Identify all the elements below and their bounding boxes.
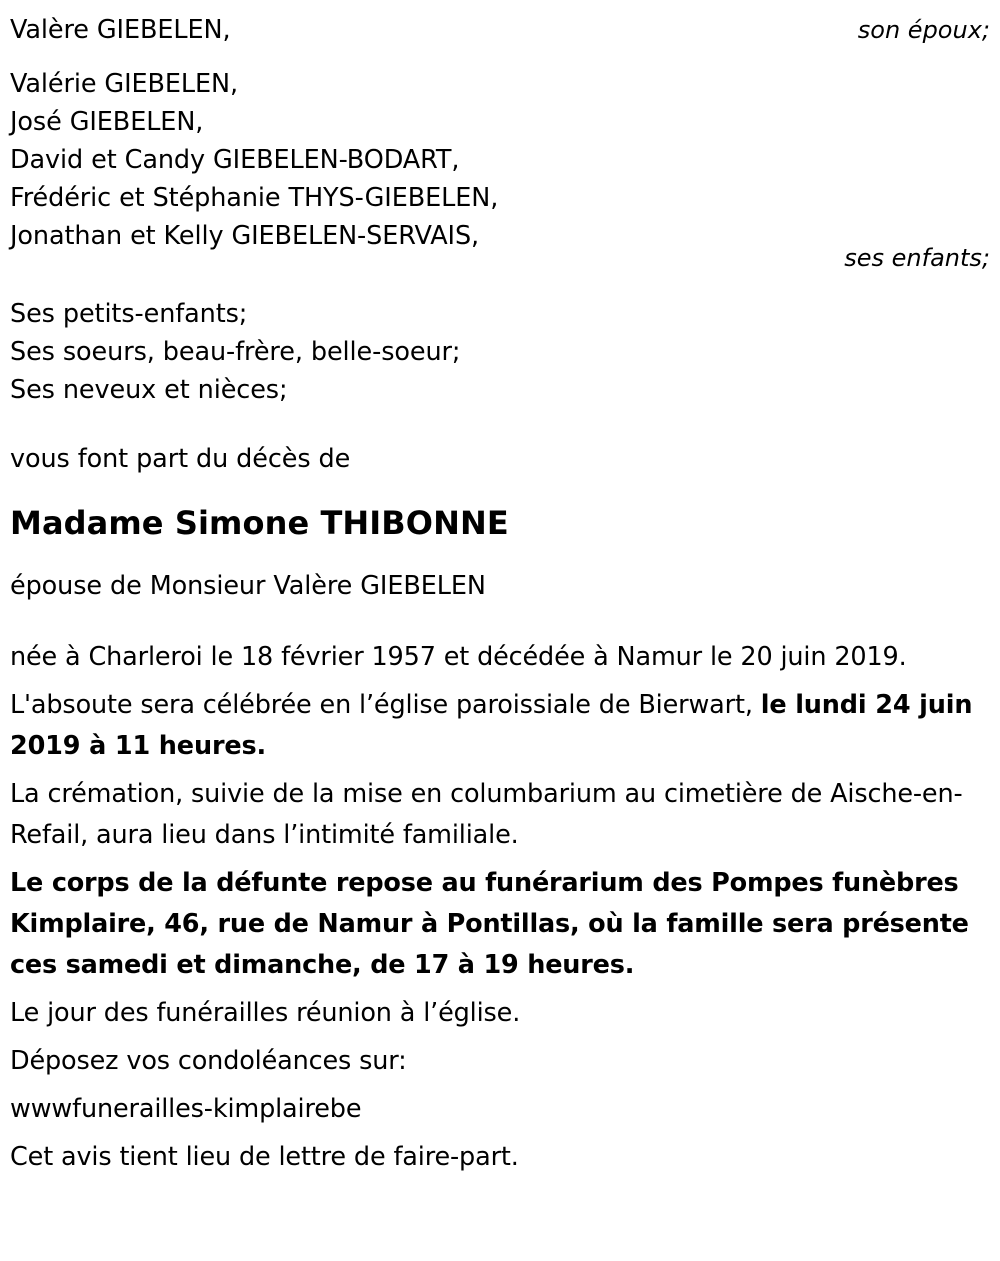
children-names-block: [10, 65, 992, 272]
condolences-label: Déposez vos condoléances sur:: [10, 1046, 407, 1076]
gathering-text: Le jour des funérailles réunion à l’église.: [10, 998, 521, 1028]
other-kin-block: [10, 295, 992, 409]
absolution-datetime: le lundi 24 juin 2019 à 11 heures.: [10, 690, 973, 761]
kin-line: Ses neveux et nièces;: [10, 375, 288, 405]
absolution-prefix: L'absoute sera célébrée en l’église paroissiale de Bierwart,: [10, 690, 761, 720]
funerarium-text: Le corps de la défunte repose au funérarium des Pompes funèbres Kimplaire, 46, rue de Namur à Pontillas, où la famille sera présente ces samedi et dimanche, de 17 à 19 heures.: [10, 868, 969, 980]
spacer: [10, 544, 992, 566]
spacer: [10, 409, 992, 439]
child-name: Valérie GIEBELEN,: [10, 69, 239, 99]
deceased-name: Madame Simone THIBONNE: [10, 504, 509, 542]
child-name: Jonathan et Kelly GIEBELEN-SERVAIS,: [10, 221, 480, 251]
child-name: José GIEBELEN,: [10, 107, 204, 137]
child-name: Frédéric et Stéphanie THYS-GIEBELEN,: [10, 183, 499, 213]
absolution-text: [10, 685, 992, 767]
spouse-relation-label: son époux;: [857, 16, 990, 44]
spacer: [10, 51, 992, 65]
last-child-row: [10, 217, 992, 272]
cremation-text: La crémation, suivie de la mise en columbarium au cimetière de Aische-en-Refail, aura lieu dans l’intimité familiale.: [10, 779, 963, 850]
kin-line: Ses petits-enfants;: [10, 299, 248, 329]
spouse-row: [10, 10, 992, 51]
lead-in-text: vous font part du décès de: [10, 444, 351, 474]
child-name: David et Candy GIEBELEN-BODART,: [10, 145, 460, 175]
birth-death-text: née à Charleroi le 18 février 1957 et décédée à Namur le 20 juin 2019.: [10, 642, 907, 672]
condolences-url[interactable]: wwwfunerailles-kimplairebe: [10, 1094, 362, 1124]
spouse-name: Valère GIEBELEN,: [10, 15, 231, 45]
closing-text: Cet avis tient lieu de lettre de faire-part.: [10, 1142, 519, 1172]
spouse-of-text: épouse de Monsieur Valère GIEBELEN: [10, 571, 486, 601]
kin-line: Ses soeurs, beau-frère, belle-soeur;: [10, 337, 461, 367]
spacer: [10, 607, 992, 637]
children-relation-label: ses enfants;: [844, 244, 990, 272]
spacer: [10, 480, 992, 502]
